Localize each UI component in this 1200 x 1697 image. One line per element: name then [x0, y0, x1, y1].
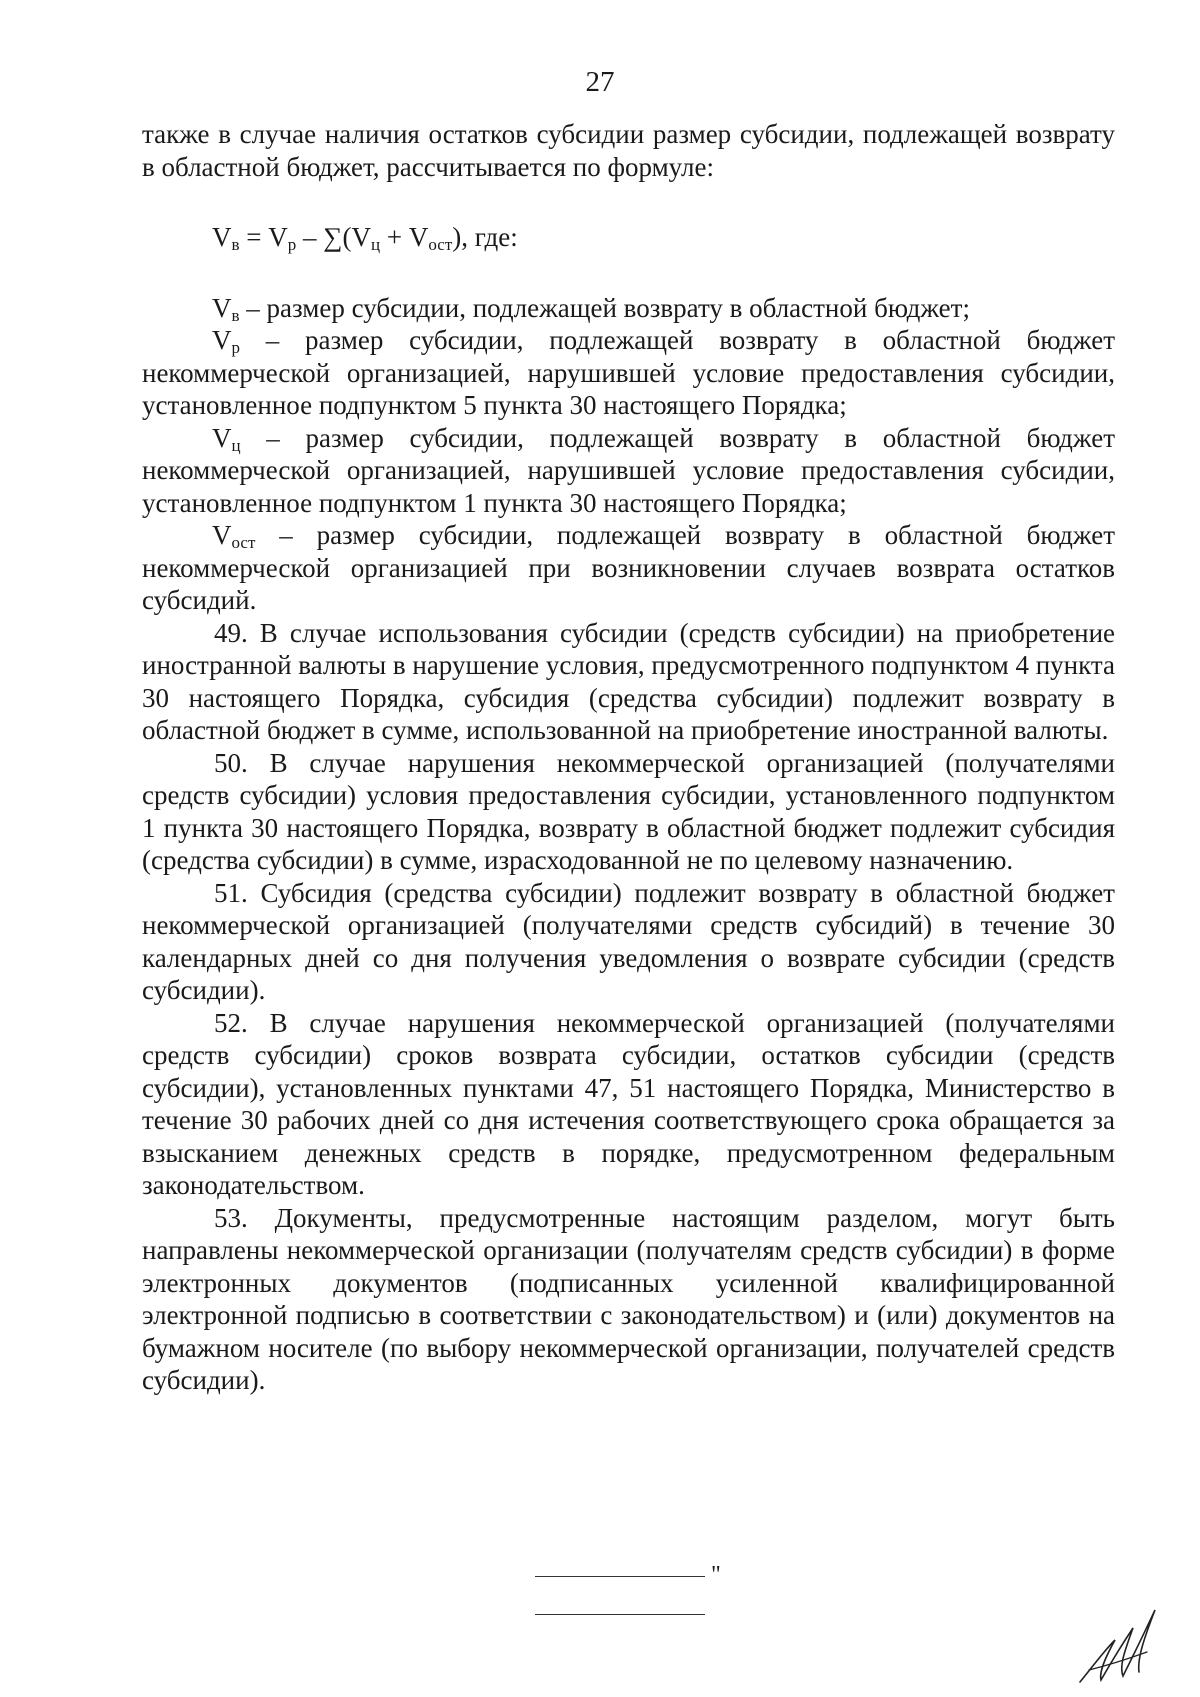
paragraph-53: 53. Документы, предусмотренные настоящим разделом, могут быть направлены некоммерческой организации (получателям средств субсидии) в форме электронных документов (подписанных усиленной квалифицированной электронной подписью в соответствии с законодательством) и (или) документов на бумажном носителе (по выбору некоммерческой организации, получателей средств субсидии). — [142, 1202, 1115, 1395]
paragraph-50: 50. В случае нарушения некоммерческой организацией (получателями средств субсидии) условия предоставления субсидии, установленного подпунктом 1 пункта 30 настоящего Порядка, возврату в областной бюджет подлежит субсидия (средства субсидии) в сумме, израсходованной не по целевому назначению. — [142, 747, 1115, 875]
paragraph-52: 52. В случае нарушения некоммерческой организацией (получателями средств субсидии) сроков возврата субсидии, остатков субсидии (средств субсидии), установленных пунктами 47, 51 настоящего Порядка, Министерство в течение 30 рабочих дней со дня истечения соответствующего срока обращается за взысканием денежных средств в порядке, предусмотренном федеральным законодательством. — [142, 1007, 1115, 1200]
definition-vp: $V_р$ – размер субсидии, подлежащей возврату в областной бюджет некоммерческой организацией, нарушившей условие предоставления субсидии, установленное подпунктом 5 пункта 30 настоящего Порядка; — [142, 325, 1115, 420]
definition-vost: $V_{ост}$ – размер субсидии, подлежащей возврату в областной бюджет некоммерческой организацией при возникновении случаев возврата остатков субсидий. — [142, 520, 1115, 615]
page-number: 27 — [585, 66, 615, 98]
closing-line-2 — [535, 1614, 705, 1615]
signature-icon — [1075, 1600, 1165, 1690]
closing-lines — [535, 1562, 721, 1616]
paragraph-49: 49. В случае использования субсидии (средств субсидии) на приобретение иностранной валюты в нарушение условия, предусмотренного подпунктом 4 пункта 30 настоящего Порядка, субсидия (средства субсидии) подлежит возврату в областной бюджет в сумме, использованной на приобретение иностранной валюты. — [142, 617, 1115, 745]
intro-paragraph: также в случае наличия остатков субсидии размер субсидии, подлежащей возврату в областной бюджет, рассчитывается по формуле: — [142, 119, 1115, 182]
paragraph-51: 51. Субсидия (средства субсидии) подлежит возврату в областной бюджет некоммерческой организацией (получателями средств субсидий) в течение 30 календарных дней со дня получения уведомления о возврате субсидии (средств субсидии). — [142, 877, 1115, 1005]
closing-quote: " — [711, 1562, 721, 1588]
definition-vc: $V_ц$ – размер субсидии, подлежащей возврату в областной бюджет некоммерческой организацией, нарушившей условие предоставления субсидии, установленное подпунктом 1 пункта 30 настоящего Порядка; — [142, 422, 1115, 518]
formula: $V_в = V_р - \sum(V_ц + V_{ост})$, где: — [212, 222, 518, 254]
definition-vb: $V_в$ – размер субсидии, подлежащей возврату в областной бюджет; — [212, 292, 970, 325]
document-body — [142, 118, 1115, 1397]
closing-line-1 — [535, 1576, 705, 1577]
